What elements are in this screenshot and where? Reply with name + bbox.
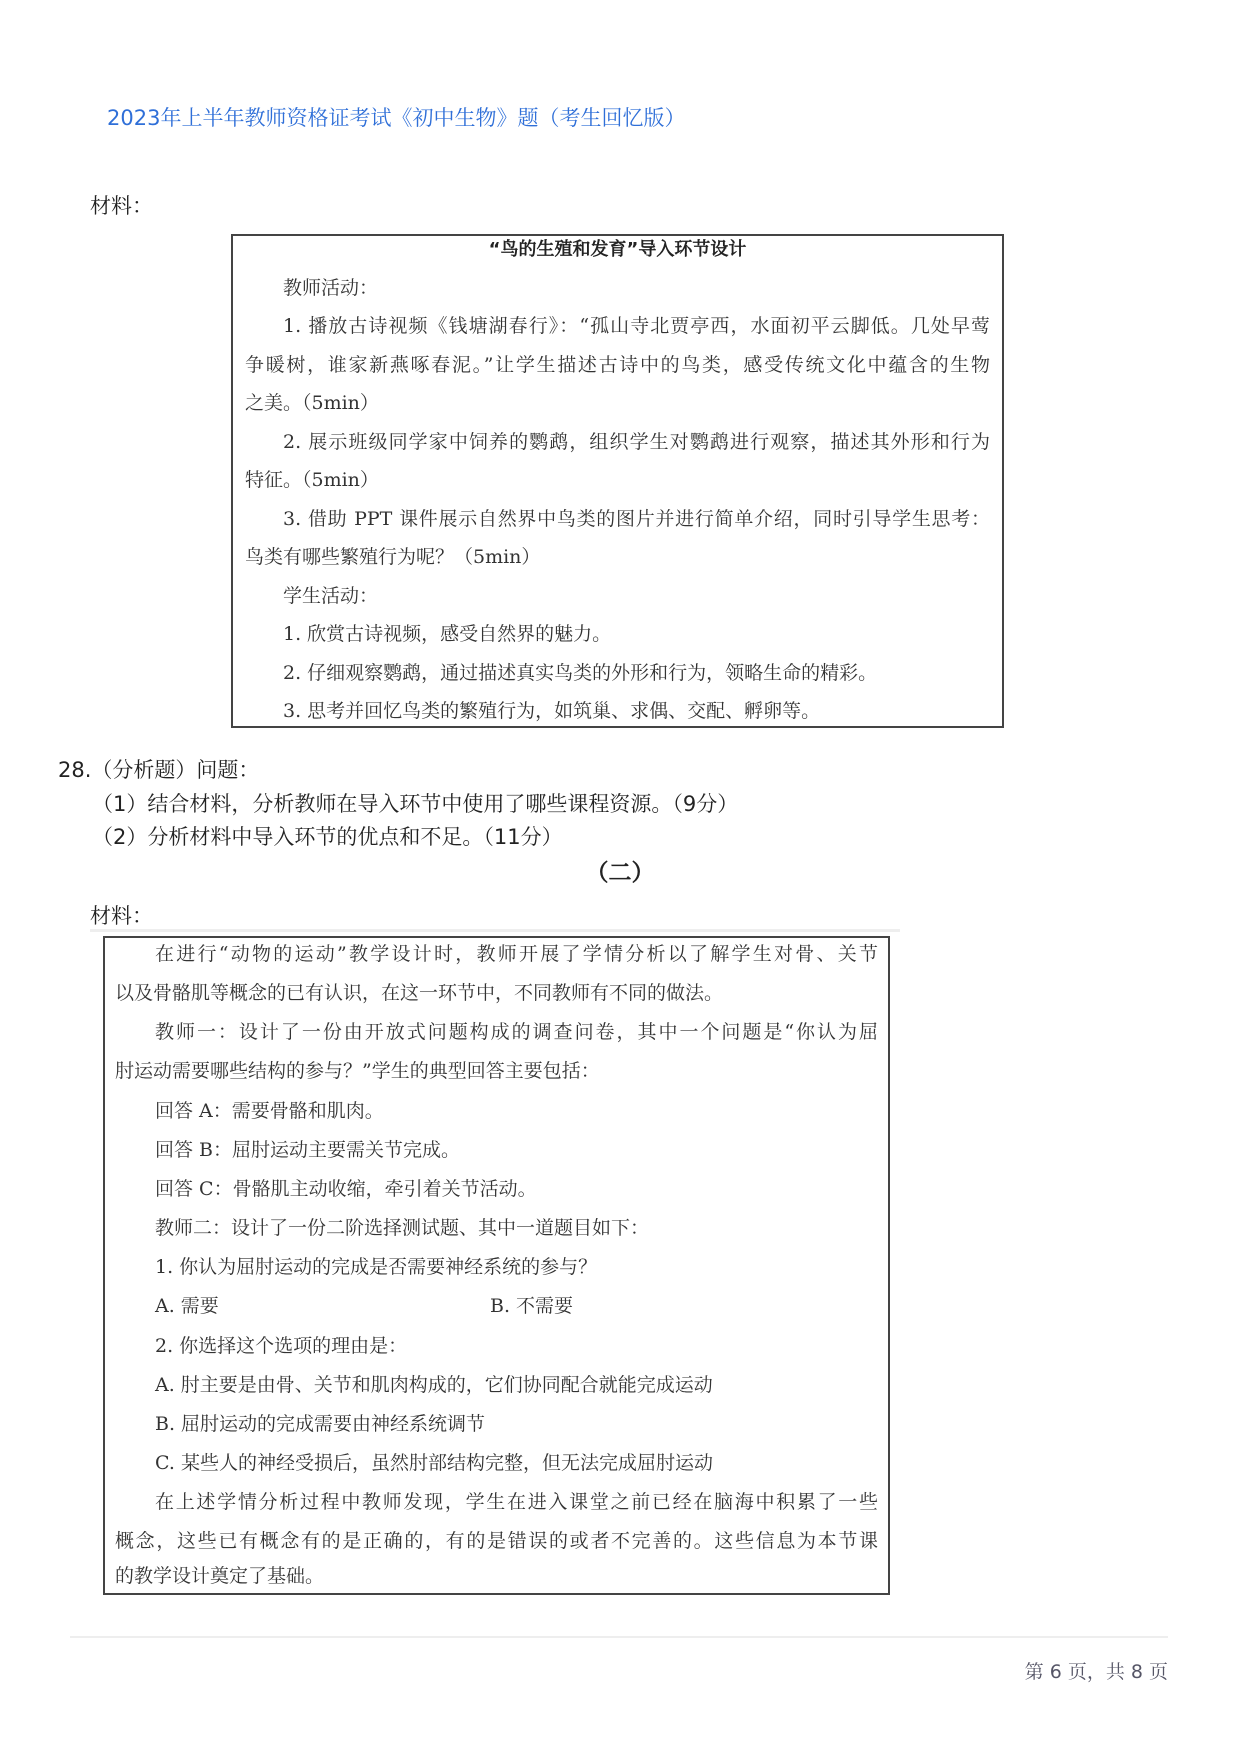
section-heading: （二） bbox=[585, 860, 655, 886]
answer-a: 回答 A：需要骨骼和肌肉。 bbox=[155, 1100, 384, 1122]
student-activity-heading: 学生活动： bbox=[283, 585, 379, 607]
option-a: A. 需要 bbox=[155, 1295, 219, 1317]
answer-b: 回答 B：屈肘运动主要需关节完成。 bbox=[155, 1139, 461, 1161]
question-item-2: （2）分析材料中导入环节的优点和不足。（11分） bbox=[92, 825, 563, 849]
document-title: 2023年上半年教师资格证考试《初中生物》题（考生回忆版） bbox=[107, 106, 686, 130]
box-line: 3. 借助 PPT 课件展示自然界中鸟类的图片并进行简单介绍，同时引导学生思考： bbox=[283, 508, 990, 530]
box-line: 以及骨骼肌等概念的已有认识，在这一环节中，不同教师有不同的做法。 bbox=[115, 982, 724, 1004]
box-line: 之美。（5min） bbox=[245, 392, 379, 414]
box-line: 3. 思考并回忆鸟类的繁殖行为，如筑巢、求偶、交配、孵卵等。 bbox=[283, 700, 821, 722]
option-b: B. 不需要 bbox=[490, 1295, 574, 1317]
question-stem: 28.（分析题）问题： bbox=[58, 758, 260, 782]
test-question-2: 2. 你选择这个选项的理由是： bbox=[155, 1335, 408, 1357]
box-line: 特征。（5min） bbox=[245, 469, 379, 491]
test-question-1: 1. 你认为屈肘运动的完成是否需要神经系统的参与？ bbox=[155, 1256, 598, 1278]
material-label: 材料： bbox=[90, 194, 153, 218]
material-box-bird-lesson bbox=[231, 234, 1004, 728]
box-line: 在上述学情分析过程中教师发现，学生在进入课堂之前已经在脑海中积累了一些 bbox=[155, 1491, 878, 1513]
footer-divider bbox=[70, 1636, 1168, 1638]
box-line: 肘运动需要哪些结构的参与？”学生的典型回答主要包括： bbox=[115, 1060, 600, 1082]
divider bbox=[90, 929, 900, 932]
teacher-activity-heading: 教师活动： bbox=[283, 277, 379, 299]
box-line: 1. 播放古诗视频《钱塘湖春行》：“孤山寺北贾亭西，水面初平云脚低。几处早莺 bbox=[283, 315, 990, 337]
material-box-animal-movement bbox=[103, 936, 890, 1595]
reason-b: B. 屈肘运动的完成需要由神经系统调节 bbox=[155, 1413, 486, 1435]
material-label-2: 材料： bbox=[90, 904, 153, 928]
box-line: 的教学设计奠定了基础。 bbox=[115, 1565, 325, 1587]
box-line: 2. 仔细观察鹦鹉，通过描述真实鸟类的外形和行为，领略生命的精彩。 bbox=[283, 662, 878, 684]
box-line: 在进行“动物的运动”教学设计时，教师开展了学情分析以了解学生对骨、关节 bbox=[155, 943, 878, 965]
page-number: 第 6 页，共 8 页 bbox=[1024, 1661, 1168, 1683]
box-line: 1. 欣赏古诗视频，感受自然界的魅力。 bbox=[283, 623, 612, 645]
box-line: 教师二：设计了一份二阶选择测试题、其中一道题目如下： bbox=[155, 1217, 650, 1239]
answer-c: 回答 C：骨骼肌主动收缩，牵引着关节活动。 bbox=[155, 1178, 537, 1200]
box-line: 概念，这些已有概念有的是正确的，有的是错误的或者不完善的。这些信息为本节课 bbox=[115, 1530, 878, 1552]
box-title: “鸟的生殖和发育”导入环节设计 bbox=[488, 239, 747, 260]
box-line: 争暖树，谁家新燕啄春泥。”让学生描述古诗中的鸟类，感受传统文化中蕴含的生物 bbox=[245, 354, 990, 376]
box-line: 鸟类有哪些繁殖行为呢？（5min） bbox=[245, 546, 541, 568]
box-line: 2. 展示班级同学家中饲养的鹦鹉，组织学生对鹦鹉进行观察，描述其外形和行为 bbox=[283, 431, 990, 453]
box-line: 教师一：设计了一份由开放式问题构成的调查问卷，其中一个问题是“你认为屈 bbox=[155, 1021, 878, 1043]
reason-a: A. 肘主要是由骨、关节和肌肉构成的，它们协同配合就能完成运动 bbox=[155, 1374, 713, 1396]
reason-c: C. 某些人的神经受损后，虽然肘部结构完整，但无法完成屈肘运动 bbox=[155, 1452, 713, 1474]
question-item-1: （1）结合材料，分析教师在导入环节中使用了哪些课程资源。（9分） bbox=[92, 792, 739, 816]
